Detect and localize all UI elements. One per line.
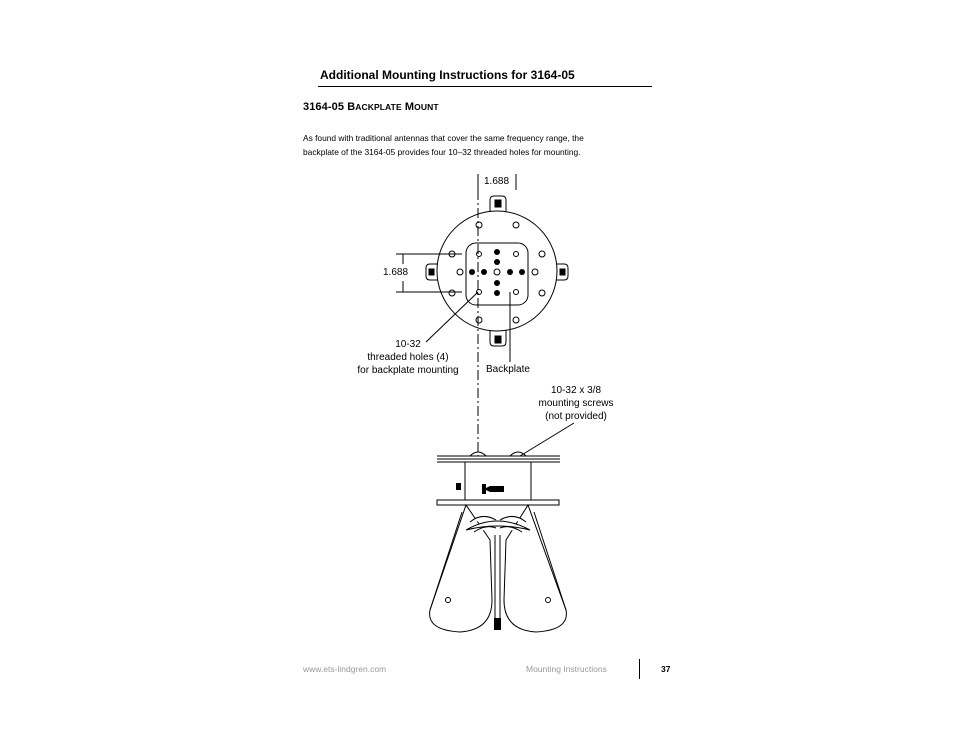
backplate-top-view [426, 196, 568, 346]
dimension-left-label: 1.688 [383, 267, 409, 278]
section-title-smallcaps-2: OUNT [414, 102, 439, 112]
mounting-screws-label-line-2: mounting screws [538, 398, 614, 409]
backplate-label: Backplate [486, 364, 530, 375]
mounting-screws-label [526, 384, 626, 423]
threaded-holes-label-line-2: threaded holes (4) [367, 352, 449, 363]
mounting-screws-label-line-3: (not provided) [545, 411, 607, 422]
section-title-smallcaps-1: ACKPLATE [355, 102, 402, 112]
mounting-plate-side-view [437, 452, 560, 505]
section-title-lead: 3164-05 B [303, 101, 356, 113]
threaded-holes-label [350, 338, 466, 377]
body-line-1: As found with traditional antennas that cover the same frequency range, the [303, 133, 584, 143]
footer-divider [639, 659, 640, 679]
footer-url: www.ets-lindgren.com [303, 664, 387, 674]
threaded-holes-label-line-1: 10-32 [395, 339, 421, 350]
threaded-holes-label-line-3: for backplate mounting [357, 365, 459, 376]
footer-section-name: Mounting Instructions [526, 664, 607, 674]
page-number: 37 [661, 664, 671, 674]
page-header-title: Additional Mounting Instructions for 3164-05 [320, 68, 575, 82]
dimension-top-label: 1.688 [484, 176, 510, 187]
mounting-screws-label-line-1: 10-32 x 3/8 [550, 385, 602, 396]
antenna-elements [430, 505, 567, 632]
section-title-mid: M [401, 101, 415, 113]
body-line-2: backplate of the 3164-05 provides four 10–32 threaded holes for mounting. [303, 147, 581, 157]
